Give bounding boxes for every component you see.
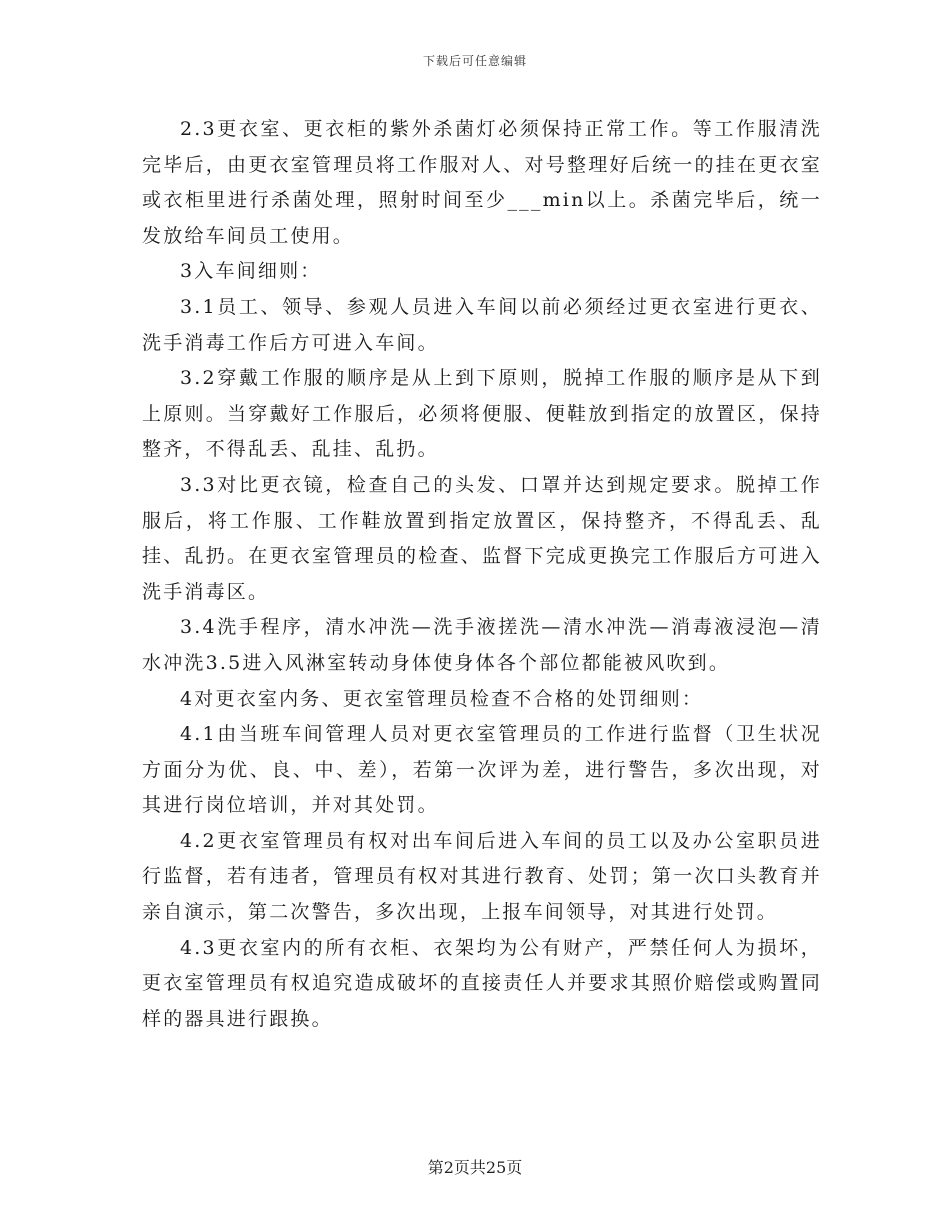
page-number: 第2页共25页 — [427, 1158, 523, 1177]
paragraph-4-2: 4.2更衣室管理员有权对出车间后进入车间的员工以及办公室职员进行监督，若有违者，管理员有权对其进行教育、处罚；第一次口头教育并亲自演示，第二次警告，多次出现，上报车间领导，对其进行处罚。 — [142, 829, 822, 924]
page-header-note: 下载后可任意编辑 — [422, 54, 527, 68]
paragraph-3-3: 3.3对比更衣镜，检查自己的头发、口罩并达到规定要求。脱掉工作服后，将工作服、工作鞋放置到指定放置区，保持整齐，不得乱丢、乱挂、乱扔。在更衣室管理员的检查、监督下完成更换完工作服后方可进入洗手消毒区。 — [142, 473, 822, 603]
paragraph-4-1: 4.1由当班车间管理人员对更衣室管理员的工作进行监督（卫生状况方面分为优、良、中、差），若第一次评为差，进行警告，多次出现，对其进行岗位培训，并对其处罚。 — [142, 723, 822, 817]
paragraph-4-3: 4.3更衣室内的所有衣柜、衣架均为公有财产，严禁任何人为损坏，更衣室管理员有权追究造成破坏的直接责任人并要求其照价赔偿或购置同样的器具进行跟换。 — [142, 936, 822, 1030]
paragraph-2-3: 2.3更衣室、更衣柜的紫外杀菌灯必须保持正常工作。等工作服清洗完毕后，由更衣室管理员将工作服对人、对号整理好后统一的挂在更衣室或衣柜里进行杀菌处理，照射时间至少___min以上。杀菌完毕后，统一发放给车间员工使用。 — [142, 118, 822, 247]
section-heading-3: 3入车间细则： — [180, 260, 322, 283]
document-body — [142, 112, 822, 1037]
section-heading-4: 4对更衣室内务、更衣室管理员检查不合格的处罚细则： — [180, 687, 704, 710]
paragraph-3-1: 3.1员工、领导、参观人员进入车间以前必须经过更衣室进行更衣、洗手消毒工作后方可进入车间。 — [142, 295, 822, 354]
paragraph-3-2: 3.2穿戴工作服的顺序是从上到下原则，脱掉工作服的顺序是从下到上原则。当穿戴好工作服后，必须将便服、便鞋放到指定的放置区，保持整齐，不得乱丢、乱挂、乱扔。 — [142, 367, 822, 461]
paragraph-3-4: 3.4洗手程序，清水冲洗—洗手液搓洗—清水冲洗—消毒液浸泡—清水冲洗3.5进入风淋室转动身体使身体各个部位都能被风吹到。 — [142, 616, 822, 674]
